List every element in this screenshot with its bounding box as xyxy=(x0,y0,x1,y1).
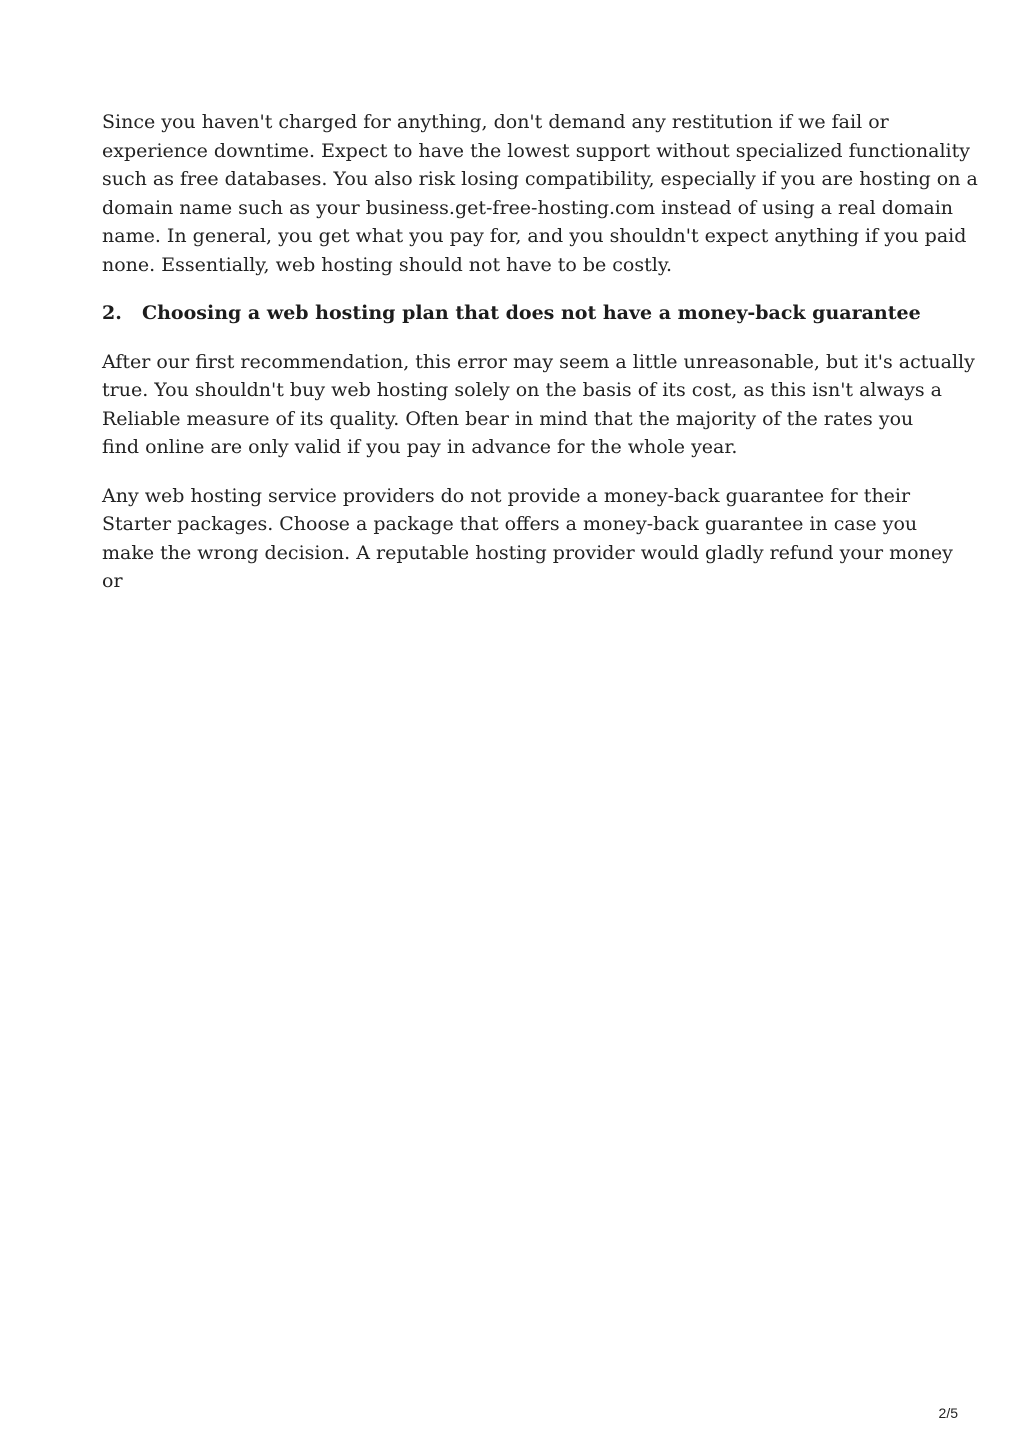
text-line: name. In general, you get what you pay for, and you shouldn't expect anything if you paid xyxy=(102,225,967,247)
text-line: find online are only valid if you pay in advance for the whole year. xyxy=(102,436,738,458)
page-content xyxy=(102,108,978,616)
text-line: make the wrong decision. A reputable hosting provider would gladly refund your money xyxy=(102,541,953,564)
section-title: Choosing a web hosting plan that does not have a money-back guarantee xyxy=(142,302,921,324)
text-line: domain name such as your business.get-free-hosting.com instead of using a real domain xyxy=(102,196,954,219)
section-number: 2. xyxy=(102,302,122,324)
text-line: such as free databases. You also risk losing compatibility, especially if you are hosting on a xyxy=(102,168,978,190)
paragraph-money-back-guarantee xyxy=(102,482,953,596)
text-line: experience downtime. Expect to have the lowest support without specialized functionality xyxy=(102,139,970,162)
text-line: After our first recommendation, this error may seem a little unreasonable, but it's actually xyxy=(102,350,975,373)
text-line: Since you haven't charged for anything, don't demand any restitution if we fail or xyxy=(102,111,889,133)
paragraph-cost-recommendation xyxy=(102,348,975,462)
text-line: true. You shouldn't buy web hosting solely on the basis of its cost, as this isn't always a xyxy=(102,379,942,401)
page-number: 2/5 xyxy=(938,1405,958,1421)
text-line: Reliable measure of its quality. Often bear in mind that the majority of the rates you xyxy=(102,407,914,430)
text-line: Any web hosting service providers do not provide a money-back guarantee for their xyxy=(102,484,911,507)
paragraph-free-hosting-risks xyxy=(102,108,978,279)
section-heading xyxy=(102,299,928,328)
text-line: Starter packages. Choose a package that offers a money-back guarantee in case you xyxy=(102,513,918,535)
text-line: or xyxy=(102,570,123,592)
text-line: none. Essentially, web hosting should not have to be costly. xyxy=(102,253,673,276)
